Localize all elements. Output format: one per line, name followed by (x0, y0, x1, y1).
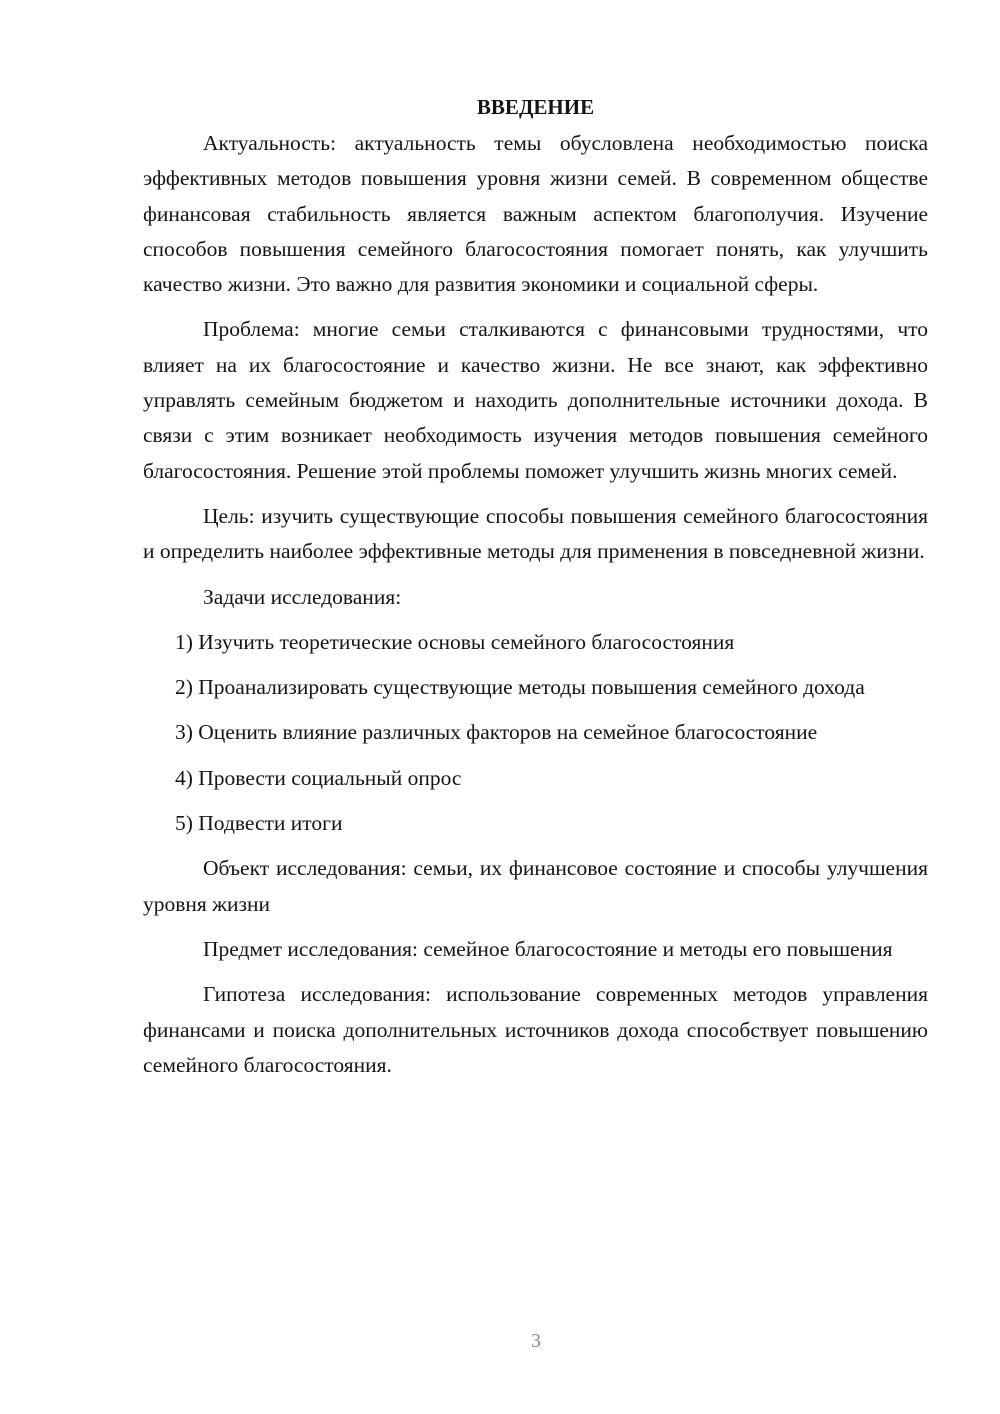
task-item-3: 3) Оценить влияние различных факторов на семейное благосостояние (175, 720, 818, 745)
tasks-heading: Задачи исследования: (203, 584, 402, 609)
goal-paragraph: Цель: изучить существующие способы повышения семейного благосостояния и определить наиболее эффективные методы для применения в повседневной жизни. (143, 503, 928, 564)
relevance-paragraph: Актуальность: актуальность темы обусловлена необходимостью поиска эффективных методов повышения уровня жизни семей. В современном обществе финансовая стабильность является важным аспектом благополучия. Изучение способов повышения семейного благосостояния помогает понять, как улучшить качество жизни. Это важно для развития экономики и социальной сферы. (143, 131, 928, 297)
task-item-5: 5) Подвести итоги (175, 811, 343, 836)
document-page (143, 90, 928, 1093)
task-item-4: 4) Провести социальный опрос (175, 765, 462, 790)
subject-paragraph: Предмет исследования: семейное благосостояние и методы его повышения (203, 936, 893, 961)
page-number: 3 (531, 1330, 541, 1352)
task-item-2: 2) Проанализировать существующие методы повышения семейного дохода (175, 675, 865, 700)
hypothesis-paragraph: Гипотеза исследования: использование современных методов управления финансами и поиска дополнительных источников дохода способствует повышению семейного благосостояния. (143, 982, 928, 1077)
section-title: ВВЕДЕНИЕ (476, 95, 595, 119)
problem-paragraph: Проблема: многие семьи сталкиваются с финансовыми трудностями, что влияет на их благосостояние и качество жизни. Не все знают, как эффективно управлять семейным бюджетом и находить дополнительные источники дохода. В связи с этим возникает необходимость изучения методов повышения семейного благосостояния. Решение этой проблемы поможет улучшить жизнь многих семей. (143, 317, 928, 483)
task-item-1: 1) Изучить теоретические основы семейного благосостояния (175, 629, 735, 654)
object-paragraph: Объект исследования: семьи, их финансовое состояние и способы улучшения уровня жизни (143, 856, 928, 916)
